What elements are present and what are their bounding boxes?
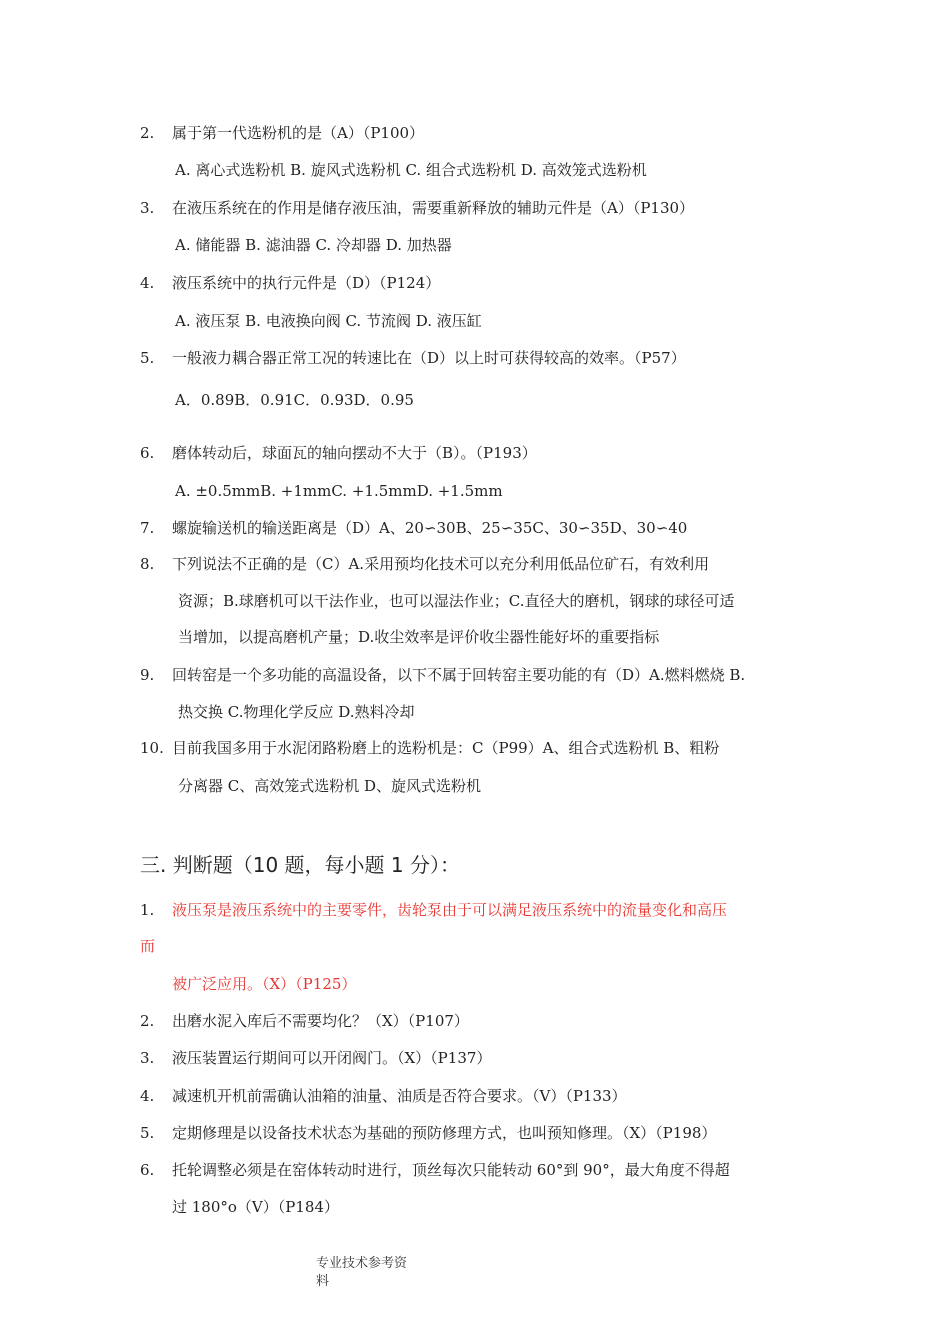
question-text: 液压装置运行期间可以开闭阀门。（X）（P137） [172, 1049, 492, 1067]
question-number: 1. [140, 901, 155, 919]
question-text: 回转窑是一个多功能的高温设备，以下不属于回转窑主要功能的有（D）A.燃料燃烧 B. [172, 666, 746, 684]
options-text: A. 储能器 B. 滤油器 C. 冷却器 D. 加热器 [175, 236, 452, 254]
options-text: A．0.89B．0.91C．0.93D．0.95 [175, 391, 414, 409]
question-text: 一般液力耦合器正常工况的转速比在（D）以上时可获得较高的效率。（P57） [172, 349, 686, 367]
section-heading: 三. 判断题（10 题，每小题 1 分）： [140, 853, 460, 877]
question-number: 7. [140, 519, 155, 537]
question-text: 螺旋输送机的输送距离是（D）A、20∽30B、25∽35C、30∽35D、30∽40 [172, 519, 688, 537]
options-text: A. ±0.5mmB. +1mmC. +1.5mmD. +1.5mm [175, 482, 503, 500]
question-text: 下列说法不正确的是（C）A.采用预均化技术可以充分利用低品位矿石，有效利用 [172, 555, 710, 573]
question-number: 5. [140, 349, 155, 367]
continuation-text: 当增加，以提高磨机产量；D.收尘效率是评价收尘器性能好坏的重要指标 [178, 628, 660, 646]
continuation-text: 分离器 C、高效笼式选粉机 D、旋风式选粉机 [178, 777, 482, 795]
continuation-text: 资源；B.球磨机可以干法作业，也可以湿法作业；C.直径大的磨机，钢球的球径可适 [178, 592, 735, 610]
options-text: A. 液压泵 B. 电液换向阀 C. 节流阀 D. 液压缸 [175, 312, 482, 330]
question-number: 3. [140, 199, 155, 217]
question-text: 在液压系统在的作用是储存液压油，需要重新释放的辅助元件是（A）（P130） [172, 199, 695, 217]
page-footer [316, 1255, 426, 1291]
question-number: 3. [140, 1049, 155, 1067]
footer-line: 料 [316, 1274, 330, 1289]
question-number: 6. [140, 1161, 155, 1179]
question-number: 4. [140, 1087, 155, 1105]
question-number: 8. [140, 555, 155, 573]
question-text: 磨体转动后，球面瓦的轴向摆动不大于（B）。（P193） [172, 444, 537, 462]
question-text: 减速机开机前需确认油箱的油量、油质是否符合要求。（V）（P133） [172, 1087, 627, 1105]
question-number: 2. [140, 124, 155, 142]
continuation-text: 热交换 C.物理化学反应 D.熟料冷却 [178, 703, 415, 721]
question-number: 5. [140, 1124, 155, 1142]
question-text: 出磨水泥入库后不需要均化？（X）（P107） [172, 1012, 469, 1030]
continuation-text: 被广泛应用。（X）（P125） [172, 975, 357, 993]
footer-line: 专业技术参考资 [316, 1256, 408, 1271]
question-number: 10. [140, 739, 164, 757]
question-number: 6. [140, 444, 155, 462]
question-text: 液压泵是液压系统中的主要零件，齿轮泵由于可以满足液压系统中的流量变化和高压 [172, 901, 728, 919]
wrapped-char: 而 [140, 937, 156, 955]
question-number: 2. [140, 1012, 155, 1030]
continuation-text: 过 180°o（V）（P184） [172, 1198, 339, 1216]
question-text: 液压系统中的执行元件是（D）（P124） [172, 274, 441, 292]
options-text: A. 离心式选粉机 B. 旋风式选粉机 C. 组合式选粉机 D. 高效笼式选粉机 [175, 161, 647, 179]
question-number: 9. [140, 666, 155, 684]
question-text: 属于第一代选粉机的是（A）（P100） [172, 124, 425, 142]
question-number: 4. [140, 274, 155, 292]
question-text: 托轮调整必须是在窑体转动时进行，顶丝每次只能转动 60°到 90°，最大角度不得超 [172, 1161, 730, 1179]
question-text: 定期修理是以设备技术状态为基础的预防修理方式，也叫预知修理。（X）（P198） [172, 1124, 717, 1142]
question-text: 目前我国多用于水泥闭路粉磨上的选粉机是：C（P99）A、组合式选粉机 B、粗粉 [172, 739, 720, 757]
